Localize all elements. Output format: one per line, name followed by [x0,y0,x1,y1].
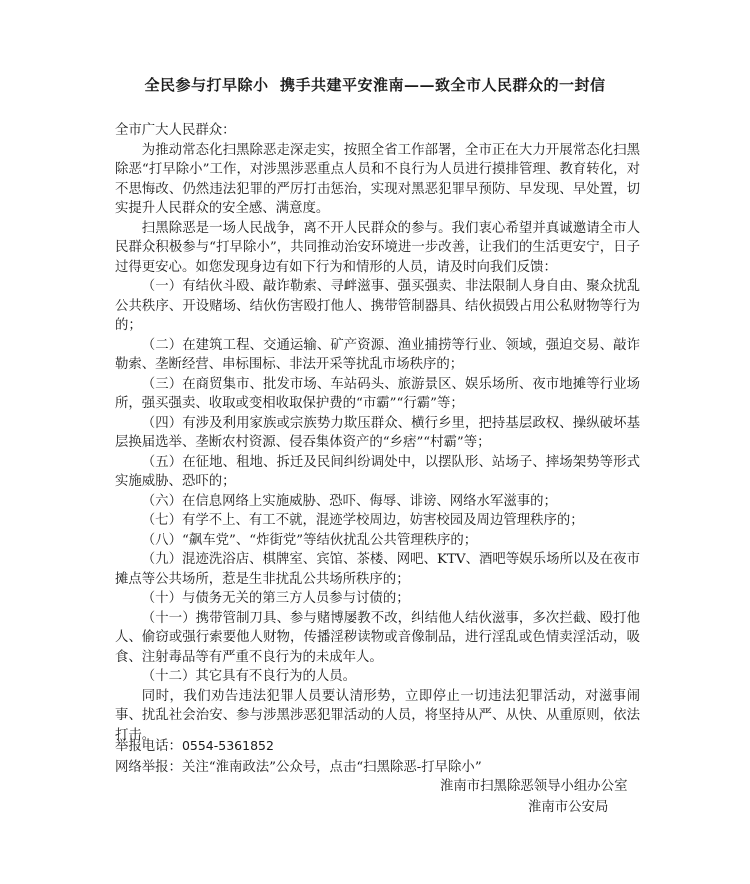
list-item: （四）有涉及利用家族或宗族势力欺压群众、横行乡里，把持基层政权、操纵破坏基层换届选举、垄断农村资源、侵吞集体资产的“乡痞”“村霸”等； [115,415,640,450]
list-item: （六）在信息网络上实施威胁、恐吓、侮辱、诽谤、网络水军滋事的； [141,493,557,509]
online-label: 网络举报： [115,760,182,775]
report-online [115,757,675,778]
list-item: （八）“飙车党”、“炸街党”等结伙扰乱公共管理秩序的； [141,532,478,548]
letter-body [115,121,640,745]
online-text: 关注“淮南政法”公众号，点击“扫黑除恶-打早除小” [181,760,482,775]
report-phone [115,735,675,757]
signatures [115,776,640,818]
letter-title: 全民参与打早除小 携手共建平安淮南——致全市人民群众的一封信 [144,76,606,94]
closing-paragraph: 同时，我们劝告违法犯罪人员要认清形势，立即停止一切违法犯罪活动，对滋事闹事、扰乱社会治安、参与涉黑涉恶犯罪活动的人员，将坚持从严、从快、从重原则，依法打击。 [115,688,640,743]
list-item: （九）混迹洗浴店、棋牌室、宾馆、茶楼、网吧、KTV、酒吧等娱乐场所以及在夜市摊点等公共场所，惹是生非扰乱公共场所秩序的； [115,552,640,587]
salutation: 全市广大人民群众： [115,123,236,138]
phone-label: 举报电话： [115,739,182,754]
intro-paragraph: 为推动常态化扫黑除恶走深走实，按照全省工作部署，全市正在大力开展常态化扫黑除恶“打早除小”工作，对涉黑涉恶重点人员和不良行为人员进行摸排管理、教育转化，对不思悔改、仍然违法犯罪的严厉打击惩治，实现对黑恶犯罪早预防、早发现、早处置，切实提升人民群众的安全感、满意度。 [115,142,640,216]
phone-number: 0554-5361852 [181,738,274,753]
signatory-police: 淮南市公安局 [528,800,609,815]
list-item: （七）有学不上、有工不就，混迹学校周边，妨害校园及周边管理秩序的； [141,513,584,528]
intro-paragraph: 扫黑除恶是一场人民战争，离不开人民群众的参与。我们衷心希望并真诚邀请全市人民群众积极参与“打早除小”，共同推动治安环境进一步改善，让我们的生活更安宁，日子过得更安心。如您发现身边有如下行为和情形的人员，请及时向我们反馈： [115,220,640,275]
contact-block [115,735,675,778]
list-item: （一）有结伙斗殴、敲诈勒索、寻衅滋事、强买强卖、非法限制人身自由、聚众扰乱公共秩序、开设赌场、结伙伤害殴打他人、携带管制器具、结伙损毁占用公私财物等行为的； [115,279,640,333]
list-item: （五）在征地、租地、拆迁及民间纠纷调处中，以摆队形、站场子、摔场架势等形式实施威胁、恐吓的； [115,454,640,489]
list-item: （二）在建筑工程、交通运输、矿产资源、渔业捕捞等行业、领域，强迫交易、敲诈勒索、垄断经营、串标围标、非法开采等扰乱市场秩序的； [115,337,640,372]
list-item: （三）在商贸集市、批发市场、车站码头、旅游景区、娱乐场所、夜市地摊等行业场所，强买强卖、收取或变相收取保护费的“市霸”“行霸”等； [115,376,640,411]
list-item: （十一）携带管制刀具、参与赌博屡教不改，纠结他人结伙滋事，多次拦截、殴打他人、偷窃或强行索要他人财物，传播淫秽读物或音像制品，进行淫乱或色情卖淫活动，吸食、注射毒品等有严重不良行为的未成年人。 [115,610,640,665]
list-item: （十）与债务无关的第三方人员参与讨债的； [141,591,410,606]
signatory-office: 淮南市扫黑除恶领导小组办公室 [440,779,628,794]
list-item: （十二）其它具有不良行为的人员。 [141,669,357,684]
